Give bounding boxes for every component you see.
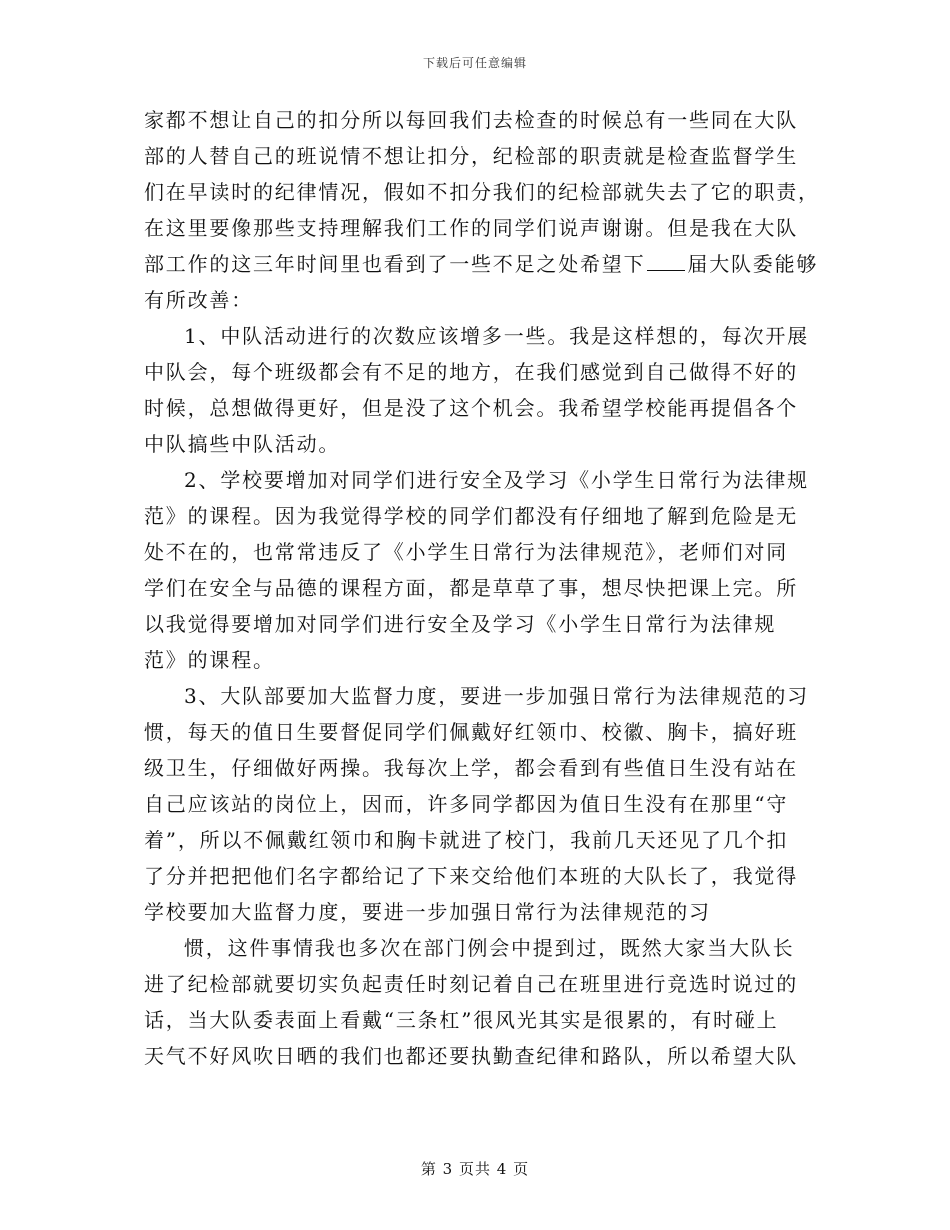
paragraph-item-3 [144, 678, 809, 930]
text-line: 中队会，每个班级都会有不足的地方，在我们感觉到自己做得不好的 [144, 360, 798, 384]
document-body [144, 102, 820, 1074]
text-line: 进了纪检部就要切实负起责任时刻记着自己在班里进行竞选时说过的 [144, 972, 798, 996]
text-segment: 部工作的这三年时间里也看到了一些不足之处希望下 [144, 252, 646, 276]
text-line: 3、大队部要加大监督力度，要进一步加强日常行为法律规范的习 [184, 684, 809, 708]
paragraph-continuation [144, 102, 820, 318]
text-line: 惯，每天的值日生要督促同学们佩戴好红领巾、校徽、胸卡，搞好班 [144, 720, 798, 744]
text-line: 了分并把把他们名字都给记了下来交给他们本班的大队长了，我觉得 [144, 864, 798, 888]
text-line: 天气不好风吹日晒的我们也都还要执勤查纪律和路队，所以希望大队 [144, 1044, 798, 1068]
paragraph-item-1 [144, 318, 809, 462]
text-line: 时候，总想做得更好，但是没了这个机会。我希望学校能再提倡各个 [144, 396, 798, 420]
text-line: 范》的课程。 [144, 648, 275, 672]
text-line: 学们在安全与品德的课程方面，都是草草了事，想尽快把课上完。所 [144, 576, 798, 600]
text-line: 以我觉得要增加对同学们进行安全及学习《小学生日常行为法律规 [144, 612, 777, 636]
page-header-note: 下载后可任意编辑 [422, 56, 527, 70]
text-line: 在这里要像那些支持理解我们工作的同学们说声谢谢。但是我在大队 [144, 216, 798, 240]
text-line: 处不在的，也常常违反了《小学生日常行为法律规范》，老师们对同 [144, 540, 788, 564]
text-line: 自己应该站的岗位上，因而，许多同学都因为值日生没有在那里“守 [144, 792, 789, 816]
text-line: 学校要加大监督力度，要进一步加强日常行为法律规范的习 [144, 900, 711, 924]
text-line: 着”，所以不佩戴红领巾和胸卡就进了校门，我前几天还见了几个扣 [144, 828, 789, 852]
text-line: 惯，这件事情我也多次在部门例会中提到过，既然大家当大队长 [184, 936, 795, 960]
text-line: 们在早读时的纪律情况，假如不扣分我们的纪检部就失去了它的职责， [144, 180, 820, 204]
text-line: 中队搞些中队活动。 [144, 432, 341, 456]
text-line: 有所改善： [144, 288, 253, 312]
fill-in-blank [647, 248, 685, 271]
paragraph-continuation-2 [144, 930, 804, 1074]
text-line [144, 246, 819, 282]
text-line: 2、学校要增加对同学们进行安全及学习《小学生日常行为法律规 [184, 468, 809, 492]
text-line: 范》的课程。因为我觉得学校的同学们都没有仔细地了解到危险是无 [144, 504, 798, 528]
text-line: 部的人替自己的班说情不想让扣分，纪检部的职责就是检查监督学生 [144, 144, 798, 168]
text-line: 1、中队活动进行的次数应该增多一些。我是这样想的，每次开展 [184, 324, 809, 348]
text-line: 级卫生，仔细做好两操。我每次上学，都会看到有些值日生没有站在 [144, 756, 798, 780]
text-segment: 届大队委能够 [687, 252, 819, 276]
page-number: 第 3 页共 4 页 [420, 1160, 530, 1178]
text-line: 话，当大队委表面上看戴“三条杠”很风光其实是很累的，有时碰上 [144, 1008, 779, 1032]
text-line: 家都不想让自己的扣分所以每回我们去检查的时候总有一些同在大队 [144, 108, 798, 132]
paragraph-item-2 [144, 462, 809, 678]
